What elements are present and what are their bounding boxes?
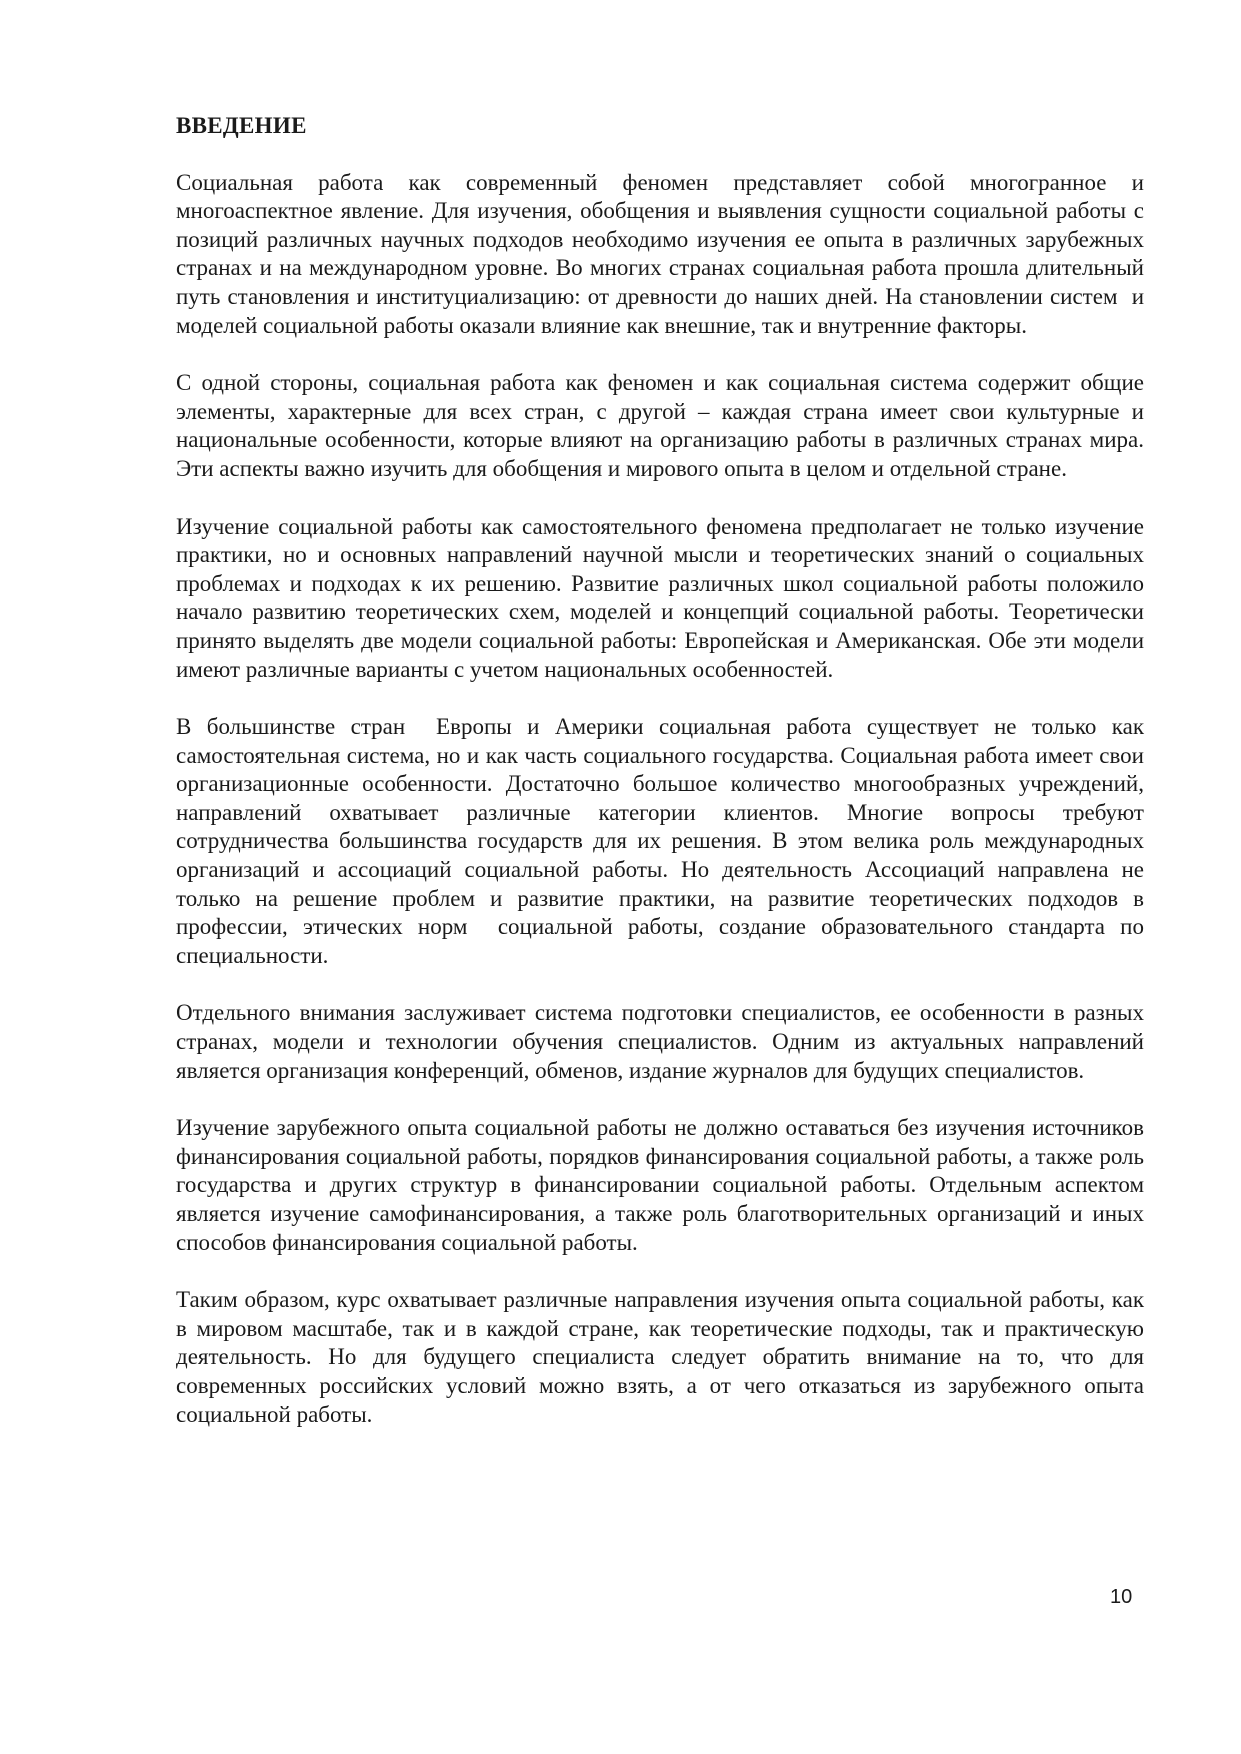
paragraph-5: Отдельного внимания заслуживает система подготовки специалистов, ее особенности в разных странах, модели и технологии обучения специалистов. Одним из актуальных направлений является организация конференций, обменов, издание журналов для будущих специалистов. xyxy=(176,1000,1150,1083)
page-content xyxy=(176,112,1156,1458)
paragraph-7: Таким образом, курс охватывает различные направления изучения опыта социальной работы, как в мировом масштабе, так и в каждой стране, как теоретические подходы, так и практическую деятельность. Но для будущего специалиста следует обратить внимание на то, что для современных российских условий можно взять, а от чего отказаться из зарубежного опыта социальной работы. xyxy=(176,1287,1150,1427)
page-number: 10 xyxy=(1110,1586,1133,1608)
paragraph-3: Изучение социальной работы как самостоятельного феномена предполагает не только изучение практики, но и основных направлений научной мысли и теоретических знаний о социальных проблемах и подходах к их решению. Развитие различных школ социальной работы положило начало развитию теоретических схем, моделей и концепций социальной работы. Теоретически принято выделять две модели социальной работы: Европейская и Американская. Обе эти модели имеют различные варианты с учетом национальных особенностей. xyxy=(176,513,1156,682)
paragraph-1: Социальная работа как современный феномен представляет собой многогранное и многоаспектное явление. Для изучения, обобщения и выявления сущности социальной работы с позиций различных научных подходов необходимо изучения ее опыта в различных зарубежных странах и на международном уровне. Во многих странах социальная работа прошла длительный путь становления и институциализацию: от древности до наших дней. На становлении систем и моделей социальной работы оказали влияние как внешние, так и внутренние факторы. xyxy=(176,169,1150,338)
section-heading: ВВЕДЕНИЕ xyxy=(176,113,307,138)
paragraph-4: В большинстве стран Европы и Америки социальная работа существует не только как самостоятельная система, но и как часть социального государства. Социальная работа имеет свои организационные особенности. Достаточно большое количество многообразных учреждений, направлений охватывает различные категории клиентов. Многие вопросы требуют сотрудничества большинства государств для их решения. В этом велика роль международных организаций и ассоциаций социальной работы. Но деятельность Ассоциаций направлена не только на решение проблем и развитие практики, на развитие теоретических подходов в профессии, этических норм социальной работы, создание образовательного стандарта по специальности. xyxy=(176,714,1150,968)
paragraph-6: Изучение зарубежного опыта социальной работы не должно оставаться без изучения источников финансирования социальной работы, порядков финансирования социальной работы, а также роль государства и других структур в финансировании социальной работы. Отдельным аспектом является изучение самофинансирования, а также роль благотворительных организаций и иных способов финансирования социальной работы. xyxy=(176,1115,1150,1255)
paragraph-2: С одной стороны, социальная работа как феномен и как социальная система содержит общие элементы, характерные для всех стран, с другой – каждая страна имеет свои культурные и национальные особенности, которые влияют на организацию работы в различных странах мира. Эти аспекты важно изучить для обобщения и мирового опыта в целом и отдельной стране. xyxy=(176,370,1150,481)
